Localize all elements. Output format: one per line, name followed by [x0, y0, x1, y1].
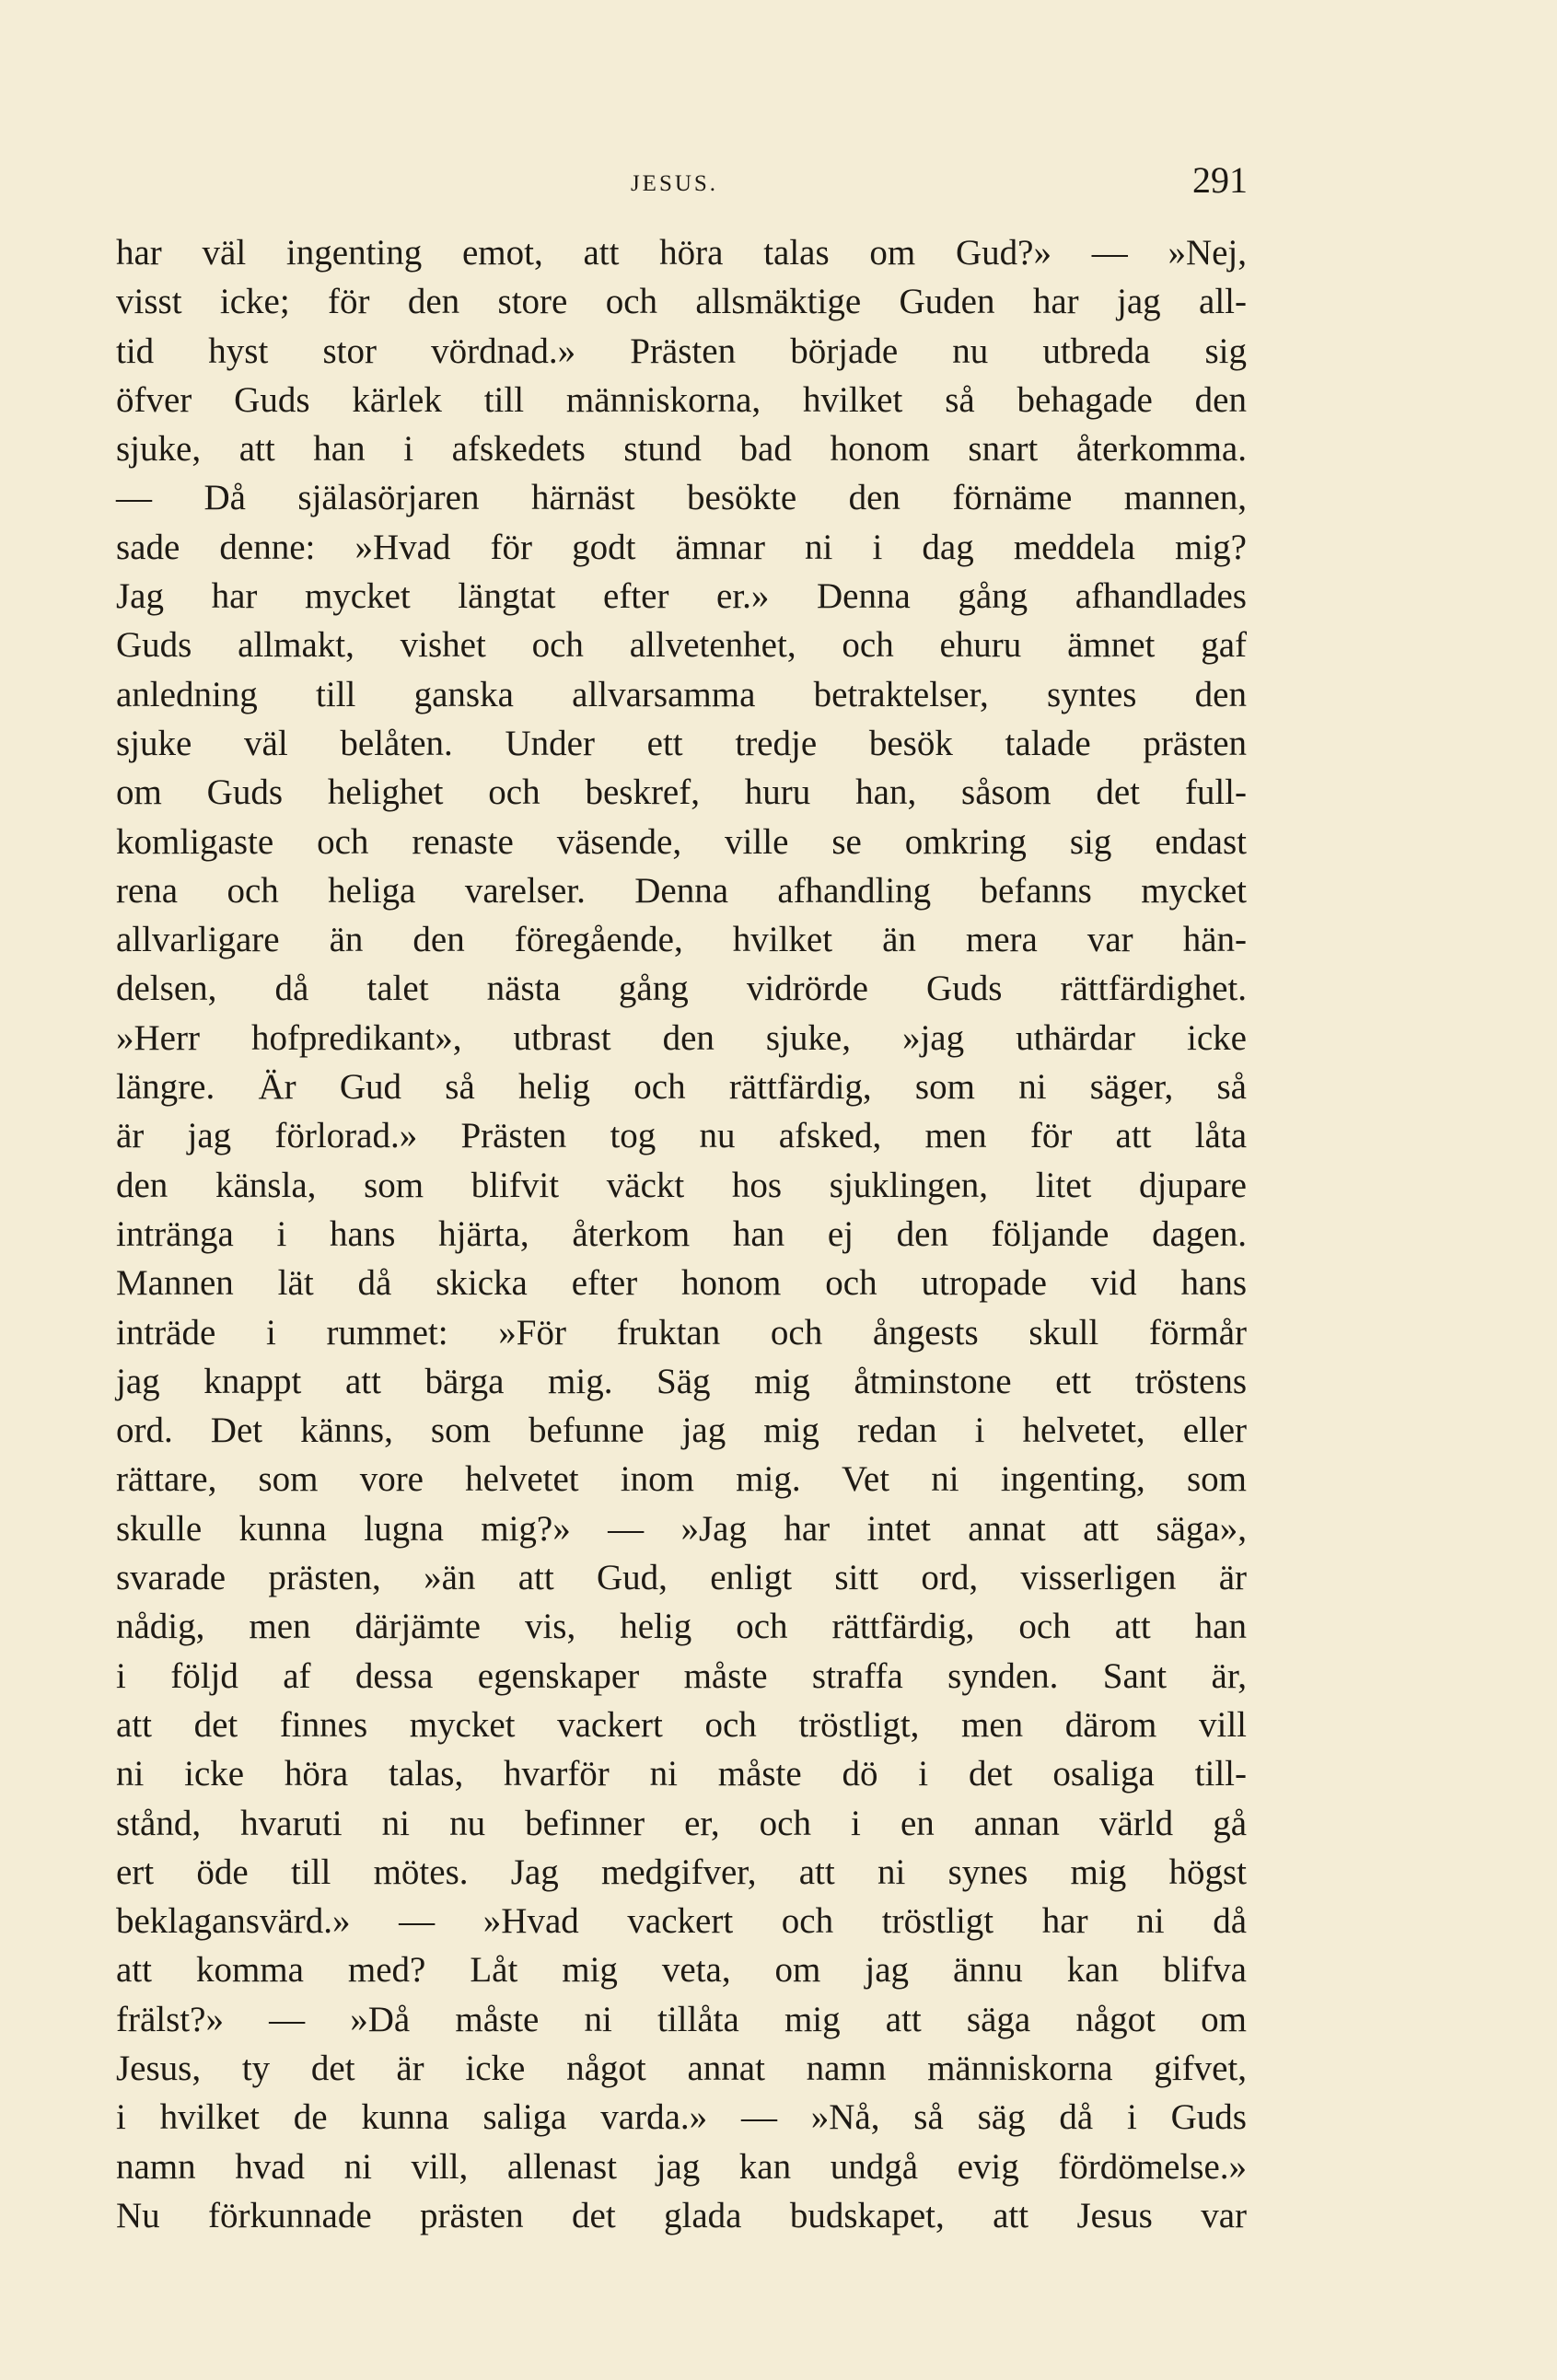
text-line: i hvilket de kunna saliga varda.» — »Nå, så säg då i Guds — [116, 2097, 1247, 2138]
text-line: Nu förkunnade prästen det glada budskapet, att Jesus var — [116, 2195, 1247, 2235]
text-line: är jag förlorad.» Prästen tog nu afsked, men för att låta — [116, 1116, 1247, 1156]
text-line: jag knappt att bärga mig. Säg mig åtminstone ett tröstens — [116, 1361, 1247, 1401]
text-line: ert öde till mötes. Jag medgifver, att ni synes mig högst — [116, 1852, 1247, 1892]
text-line: nådig, men därjämte vis, helig och rättfärdig, och att han — [116, 1607, 1247, 1647]
text-line: rättare, som vore helvetet inom mig. Vet ni ingenting, som — [116, 1459, 1247, 1500]
text-line: stånd, hvaruti ni nu befinner er, och i en annan värld gå — [116, 1803, 1247, 1843]
text-line: inträngа i hans hjärta, återkom han ej den följande dagen. — [116, 1213, 1247, 1254]
running-title: JESUS. — [630, 171, 719, 196]
text-line: ni icke höra talas, hvarför ni måste dö i det osaliga till- — [116, 1754, 1247, 1794]
text-line: »Herr hofpredikant», utbrast den sjuke, »jag uthärdar icke — [116, 1017, 1247, 1058]
text-line: att det finnes mycket vackert och tröstligt, men därom vill — [116, 1704, 1247, 1745]
page-number: 291 — [1192, 159, 1248, 201]
text-line: att komma med? Låt mig veta, om jag ännu kan blifva — [116, 1950, 1247, 1991]
running-header — [101, 158, 1248, 214]
text-line: Jesus, ty det är icke något annat namn människorna gifvet, — [116, 2048, 1247, 2088]
body-text — [116, 228, 1247, 2240]
text-line: skulle kunna lugna mig?» — »Jag har intet annat att säga», — [116, 1508, 1247, 1549]
text-line: komligaste och renaste väsende, ville se omkring sig endast — [116, 821, 1247, 862]
text-line: sjuke, att han i afskedets stund bad honom snart återkomma. — [116, 429, 1247, 470]
text-line: Mannen lät då skicka efter honom och utropade vid hans — [116, 1263, 1247, 1304]
text-line: i följd af dessa egenskaper måste straffa synden. Sant är, — [116, 1655, 1247, 1696]
text-line: längre. Är Gud så helig och rättfärdig, som ni säger, så — [116, 1067, 1247, 1108]
text-line: har väl ingenting emot, att höra talas om Gud?» — »Nej, — [116, 233, 1247, 273]
text-line: inträde i rummet: »För fruktan och ångests skull förmår — [116, 1312, 1247, 1353]
text-line: — Då själasörjaren härnäst besökte den förnäme mannen, — [116, 478, 1247, 518]
text-line: delsen, då talet nästa gång vidrörde Guds rättfärdighet. — [116, 969, 1247, 1009]
text-line: svarade prästen, »än att Gud, enligt sitt ord, visserligen är — [116, 1558, 1247, 1598]
text-line: sade denne: »Hvad för godt ämnar ni i dag meddela mig? — [116, 527, 1247, 567]
text-line: Jag har mycket längtat efter er.» Denna gång afhandlades — [116, 576, 1247, 617]
text-line: namn hvad ni vill, allenast jag kan undgå evig fördömelse.» — [116, 2146, 1247, 2187]
text-line: beklagansvärd.» — »Hvad vackert och tröstligt har ni då — [116, 1901, 1247, 1942]
text-line: allvarligare än den föregående, hvilket än mera var hän- — [116, 920, 1247, 960]
text-line: ord. Det känns, som befunne jag mig redan i helvetet, eller — [116, 1411, 1247, 1451]
text-line: Guds allmakt, vishet och allvetenhet, och ehuru ämnet gaf — [116, 625, 1247, 666]
text-line: tid hyst stor vördnad.» Prästen började nu utbreda sig — [116, 331, 1247, 371]
text-line: frälst?» — »Då måste ni tillåta mig att säga något om — [116, 1999, 1247, 2039]
text-line: visst icke; för den store och allsmäktige Guden har jag all- — [116, 282, 1247, 322]
text-line: om Guds helighet och beskref, huru han, såsom det full- — [116, 772, 1247, 813]
text-line: rena och heliga varelser. Denna afhandling befanns mycket — [116, 870, 1247, 911]
text-line: anledning till ganska allvarsamma betraktelser, syntes den — [116, 674, 1247, 714]
text-line: den känsla, som blifvit väckt hos sjuklingen, litet djupare — [116, 1165, 1247, 1205]
text-line: sjuke väl belåten. Under ett tredje besök talade prästen — [116, 723, 1247, 763]
text-line: öfver Guds kärlek till människorna, hvilket så behagade den — [116, 379, 1247, 420]
